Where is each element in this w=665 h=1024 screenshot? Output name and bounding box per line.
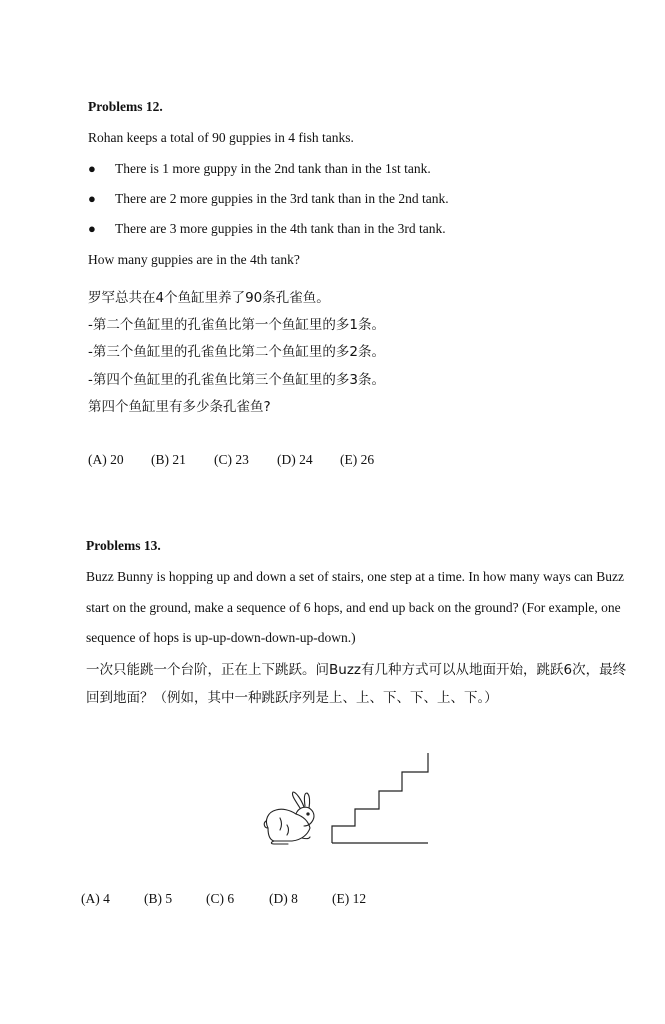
bullet-icon: ●: [88, 161, 96, 176]
problem-13-choice-e: (E) 12: [332, 891, 367, 906]
rabbit-icon: [264, 792, 314, 844]
problem-12-choice-d: (D) 24: [277, 452, 313, 467]
problem-13-en-line-3: sequence of hops is up-up-down-down-up-down.): [86, 630, 356, 645]
problem-12-bullet-1: There is 1 more guppy in the 2nd tank than in the 1st tank.: [115, 161, 431, 176]
staircase-icon: [332, 753, 428, 843]
problem-13-choice-a: (A) 4: [81, 891, 110, 906]
problem-12-zh-line-3: -第三个鱼缸里的孔雀鱼比第二个鱼缸里的多2条。: [88, 344, 385, 360]
problem-12-bullet-2: There are 2 more guppies in the 3rd tank than in the 2nd tank.: [115, 191, 449, 206]
problem-13-choice-c: (C) 6: [206, 891, 235, 906]
problem-13-zh-line-2: 回到地面？（例如，其中一种跳跃序列是上、上、下、下、上、下。）: [86, 690, 498, 706]
problem-12-zh-line-4: -第四个鱼缸里的孔雀鱼比第三个鱼缸里的多3条。: [88, 372, 385, 388]
problem-12-zh-line-2: -第二个鱼缸里的孔雀鱼比第一个鱼缸里的多1条。: [88, 317, 385, 333]
problem-13-figure: [262, 750, 432, 850]
problem-13-choice-d: (D) 8: [269, 891, 298, 906]
problem-12-choice-c: (C) 23: [214, 452, 249, 467]
bullet-icon: ●: [88, 191, 96, 206]
problem-13-zh-line-1: 一次只能跳一个台阶，正在上下跳跃。问Buzz有几种方式可以从地面开始，跳跃6次，最终: [86, 662, 627, 678]
problem-12-title: Problems 12.: [88, 99, 163, 114]
problem-12-zh-line-5: 第四个鱼缸里有多少条孔雀鱼?: [88, 399, 271, 415]
problem-12-zh-line-1: 罗罕总共在4个鱼缸里养了90条孔雀鱼。: [88, 290, 330, 306]
problem-13-en-line-1: Buzz Bunny is hopping up and down a set of stairs, one step at a time. In how many ways can Buzz: [86, 569, 625, 584]
problem-13-en-line-2: start on the ground, make a sequence of 6 hops, and end up back on the ground? (For example, one: [86, 600, 621, 615]
problem-13-choice-b: (B) 5: [144, 891, 173, 906]
problem-12-choice-b: (B) 21: [151, 452, 186, 467]
problem-12-bullet-3: There are 3 more guppies in the 4th tank than in the 3rd tank.: [115, 221, 446, 236]
problem-12-choice-e: (E) 26: [340, 452, 375, 467]
problem-13-title: Problems 13.: [86, 538, 161, 553]
problem-12-choice-a: (A) 20: [88, 452, 124, 467]
problem-12-question: How many guppies are in the 4th tank?: [88, 252, 300, 267]
problem-12-intro: Rohan keeps a total of 90 guppies in 4 fish tanks.: [88, 130, 354, 145]
bullet-icon: ●: [88, 221, 96, 236]
